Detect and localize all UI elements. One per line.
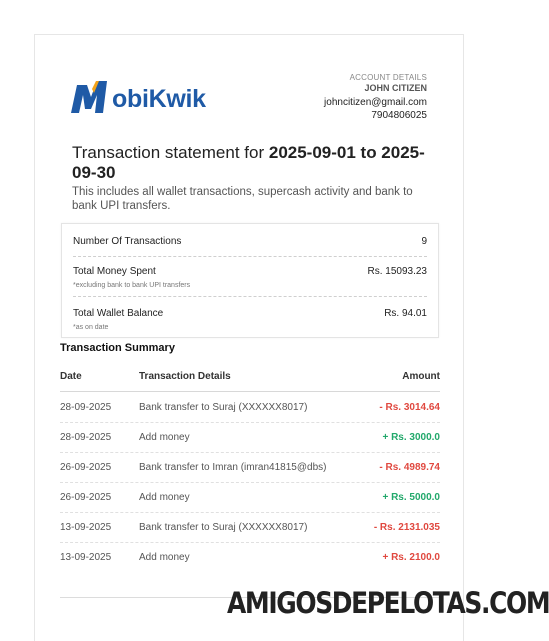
row-date: 13-09-2025 [60, 522, 112, 533]
row-amount: - Rs. 4989.74 [379, 462, 440, 473]
transaction-summary-title: Transaction Summary [60, 342, 175, 354]
account-phone: 7904806025 [371, 110, 427, 121]
details-column-header: Transaction Details [139, 371, 231, 382]
table-row [60, 393, 440, 423]
row-details: Bank transfer to Suraj (XXXXXX8017) [139, 522, 308, 533]
wallet-balance-row [73, 308, 427, 331]
amount-column-header: Amount [402, 371, 440, 382]
divider [73, 296, 427, 297]
money-spent-note: *excluding bank to bank UPI transfers [73, 282, 191, 289]
table-row [60, 513, 440, 543]
row-amount: - Rs. 2131.035 [373, 522, 440, 533]
row-amount: + Rs. 3000.0 [382, 432, 440, 443]
title-date-range: 2025-09-01 to 2025-09-30 [72, 143, 425, 182]
watermark-text: AMIGOSDEPELOTAS.COM [227, 586, 549, 620]
mobikwik-logo [71, 79, 231, 115]
divider [73, 256, 427, 257]
account-details-label: ACCOUNT DETAILS [349, 73, 427, 82]
account-name: JOHN CITIZEN [364, 83, 427, 93]
table-header-divider [60, 391, 440, 392]
logo-wordmark: obiKwik [112, 85, 206, 113]
table-row [60, 453, 440, 483]
statement-page [34, 34, 464, 641]
title-prefix: Transaction statement for [72, 143, 269, 162]
row-amount: + Rs. 2100.0 [382, 552, 440, 563]
summary-box [61, 223, 439, 338]
row-amount: - Rs. 3014.64 [379, 402, 440, 413]
statement-title [72, 143, 432, 183]
row-date: 26-09-2025 [60, 462, 112, 473]
table-row [60, 483, 440, 513]
row-details: Add money [139, 492, 190, 503]
row-details: Bank transfer to Suraj (XXXXXX8017) [139, 402, 308, 413]
money-spent-value: Rs. 15093.23 [367, 266, 427, 277]
account-email: johncitizen@gmail.com [324, 97, 427, 108]
row-amount: + Rs. 5000.0 [382, 492, 440, 503]
table-row [60, 543, 440, 573]
transaction-count-label: Number Of Transactions [73, 236, 182, 247]
row-details: Add money [139, 432, 190, 443]
transaction-count-row [73, 236, 427, 247]
account-details [324, 73, 427, 121]
statement-subtitle: This includes all wallet transactions, supercash activity and bank to bank UPI transfers. [72, 186, 413, 212]
date-column-header: Date [60, 371, 82, 382]
table-row [60, 423, 440, 453]
table-header [60, 371, 440, 387]
row-details: Bank transfer to Imran (imran41815@dbs) [139, 462, 327, 473]
transaction-count-value: 9 [421, 236, 427, 247]
row-date: 13-09-2025 [60, 552, 112, 563]
row-date: 28-09-2025 [60, 402, 112, 413]
money-spent-row [73, 266, 427, 289]
wallet-balance-note: *as on date [73, 324, 109, 331]
wallet-balance-value: Rs. 94.01 [384, 308, 427, 319]
row-details: Add money [139, 552, 190, 563]
row-date: 28-09-2025 [60, 432, 112, 443]
wallet-balance-label: Total Wallet Balance [73, 308, 164, 319]
money-spent-label: Total Money Spent [73, 266, 156, 277]
mobikwik-m-icon [71, 79, 111, 115]
row-date: 26-09-2025 [60, 492, 112, 503]
